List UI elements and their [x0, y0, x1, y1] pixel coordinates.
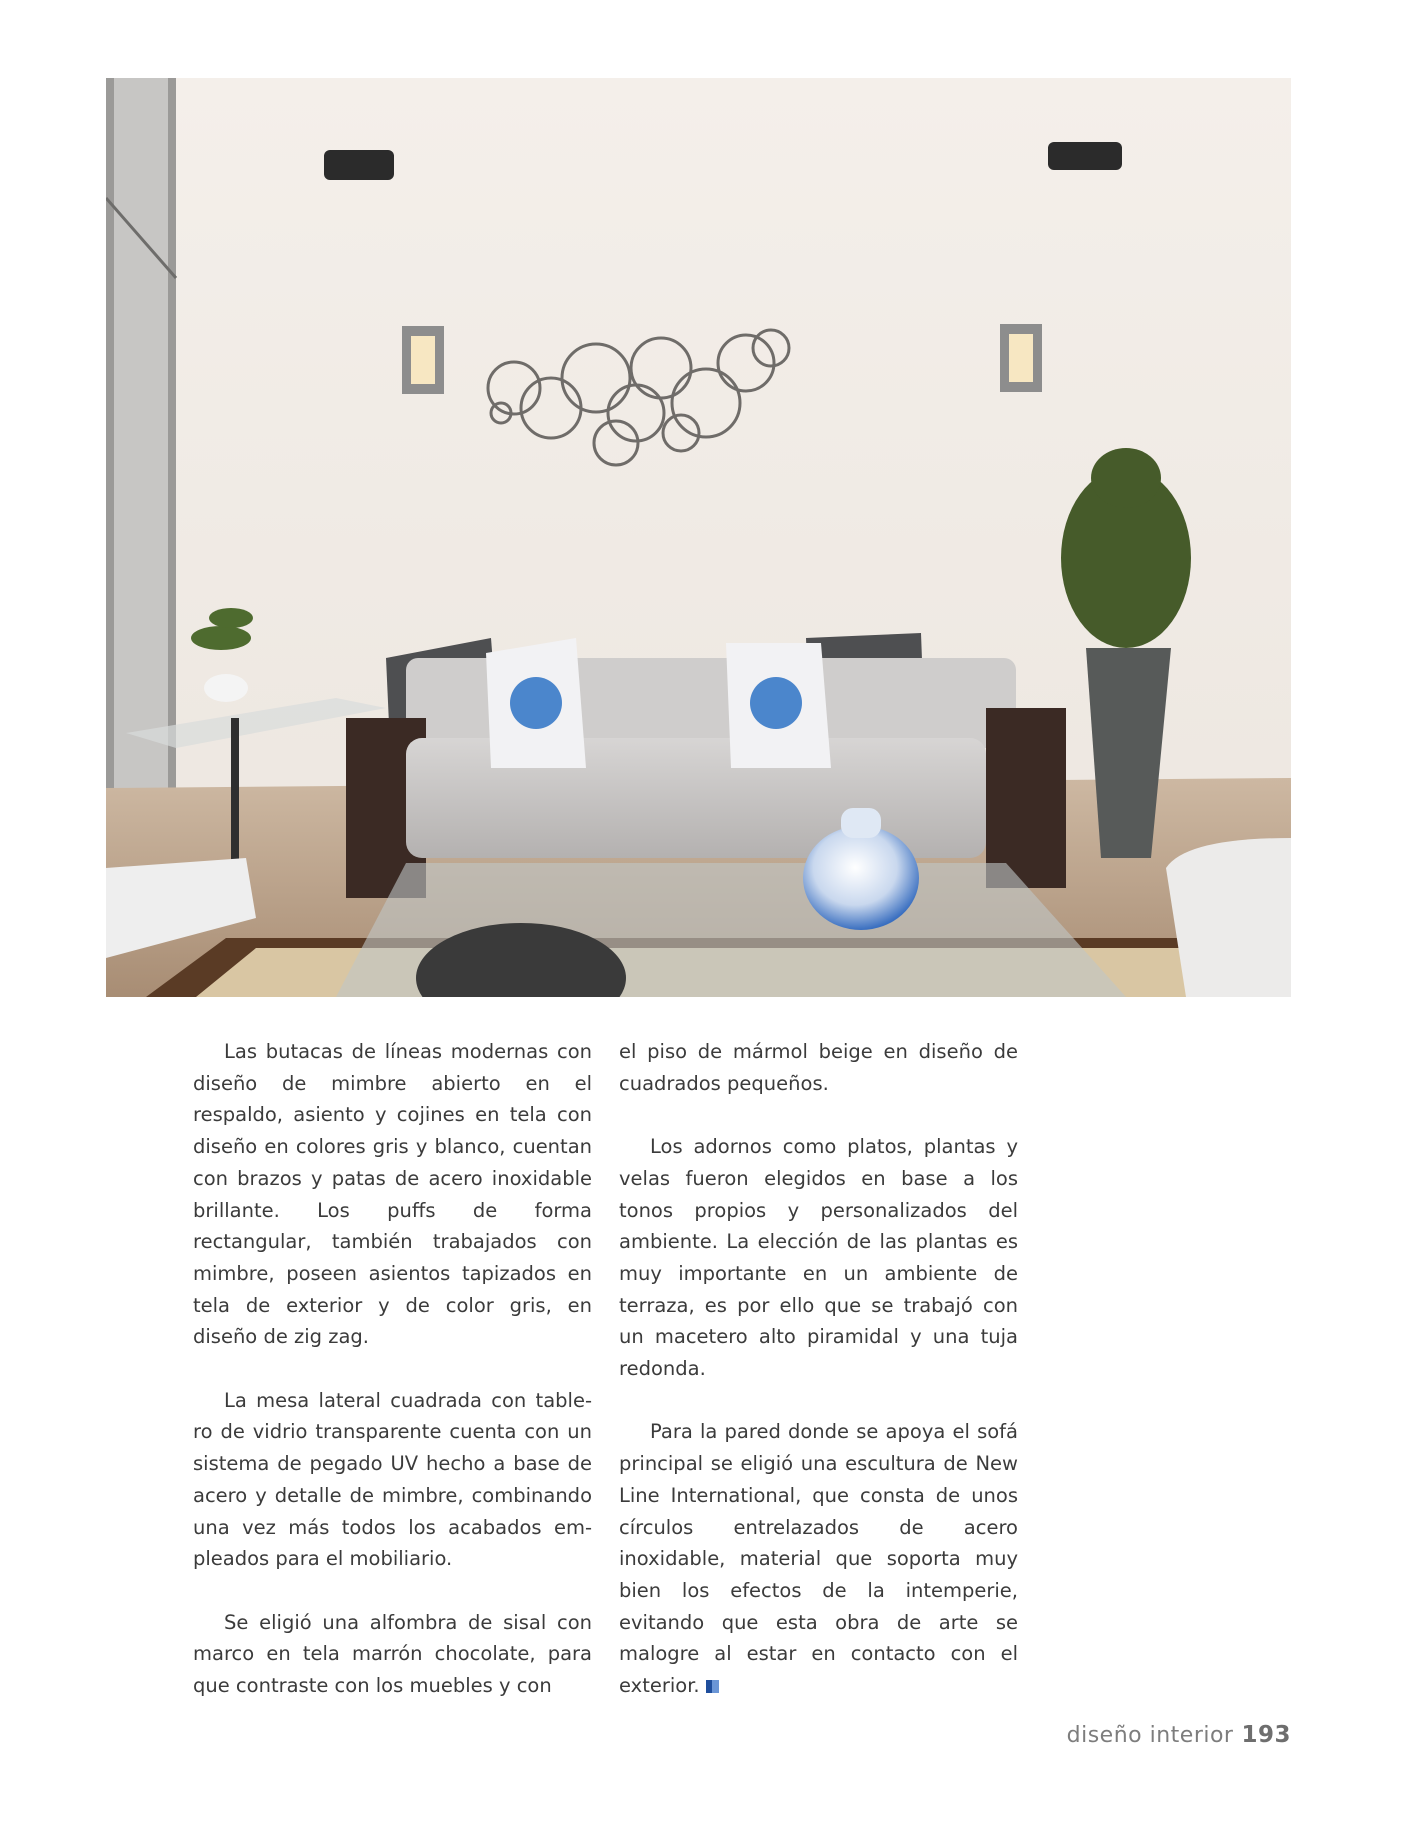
paragraph-butacas: Las butacas de líneas modernas con diseño de mimbre abierto en el respaldo, asiento y cojines en tela con diseño en colores gris y blanco, cuentan con brazos y patas de acero inoxidable brillante. Los puffs de forma rectangular, también trabajados con mimbre, poseen asientos tapizados en tela de exterior y de color gris, en diseño de zig zag. [193, 1040, 592, 1349]
end-of-article-icon [706, 1680, 719, 1693]
text-column-right [619, 1036, 1018, 1702]
paragraph-escultura-text: Para la pared donde se apoya el sofá principal se eligió una escultura de New Line International, que consta de unos círculos entrelazados de acero inoxidable, material que soporta muy bien los efectos de la intemperie, evitando que esta obra de arte se malogre al estar en contacto con el exterior. [619, 1420, 1018, 1698]
paragraph-escultura [619, 1416, 1018, 1701]
photo-illustration [106, 78, 1291, 997]
section-name: diseño interior [1066, 1723, 1234, 1748]
paragraph-mesa-lateral: La mesa lateral cuadrada con table- ro de vidrio transparente cuenta con un sistema de pegado UV hecho a base de acero y detalle de mimbre, combinando una vez más todos los acabados em- pleados para el mobiliario. [193, 1388, 592, 1571]
paragraph-piso: el piso de mármol beige en diseño de cuadrados pequeños. [619, 1040, 1018, 1095]
page-footer [1067, 1722, 1291, 1748]
paragraph-alfombra: Se eligió una alfombra de sisal con marco en tela marrón chocolate, para que contraste con los muebles y con [193, 1610, 592, 1698]
living-room-photo [106, 78, 1291, 997]
paragraph-adornos: Los adornos como platos, plantas y velas fueron elegidos en base a los tonos propios y personalizados del ambiente. La elección de las plantas es muy importante en un ambiente de terraza, es por ello que se trabajó con un macetero alto piramidal y una tuja redonda. [619, 1135, 1018, 1381]
text-column-left [193, 1036, 592, 1702]
page-number: 193 [1241, 1722, 1291, 1748]
